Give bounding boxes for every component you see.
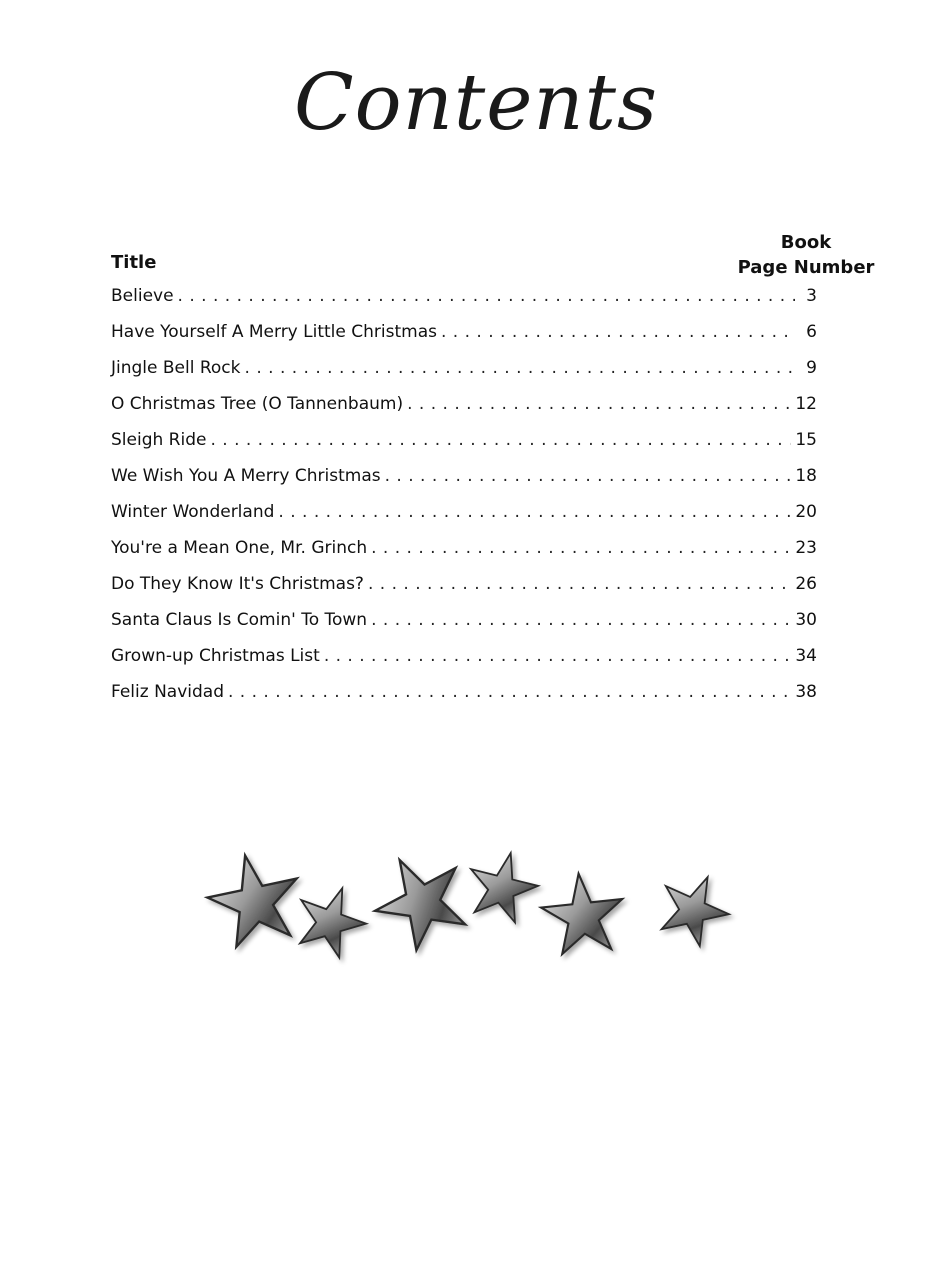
- toc-page-number: 26: [795, 574, 817, 594]
- contents-list: [111, 286, 817, 718]
- toc-entry: [111, 322, 817, 358]
- toc-song-title: Feliz Navidad: [111, 682, 224, 702]
- toc-dot-leader: [245, 358, 795, 378]
- toc-song-title: O Christmas Tree (O Tannenbaum): [111, 394, 404, 414]
- toc-page-number: 6: [806, 322, 817, 342]
- toc-entry: [111, 610, 817, 646]
- toc-page-number: 15: [795, 430, 817, 450]
- toc-page-number: 18: [795, 466, 817, 486]
- star-icon: [359, 840, 481, 959]
- toc-dot-leader: [178, 286, 795, 306]
- toc-entry: [111, 646, 817, 682]
- column-header-page-line2: Page Number: [737, 257, 875, 278]
- toc-song-title: You're a Mean One, Mr. Grinch: [111, 538, 368, 558]
- star-icon: [538, 869, 627, 955]
- toc-song-title: Believe: [111, 286, 174, 306]
- toc-page-number: 3: [806, 286, 817, 306]
- column-header-page-number: [732, 230, 880, 280]
- toc-dot-leader: [368, 574, 791, 594]
- star-icon: [201, 846, 308, 950]
- toc-entry: [111, 682, 817, 718]
- toc-song-title: Jingle Bell Rock: [111, 358, 241, 378]
- toc-song-title: Sleigh Ride: [111, 430, 207, 450]
- toc-song-title: Do They Know It's Christmas?: [111, 574, 364, 594]
- toc-page-number: 23: [795, 538, 817, 558]
- toc-song-title: Santa Claus Is Comin' To Town: [111, 610, 368, 630]
- stars-decoration-icon: [200, 840, 745, 980]
- toc-page-number: 20: [795, 502, 817, 522]
- toc-song-title: Grown-up Christmas List: [111, 646, 320, 666]
- star-icon: [649, 863, 739, 952]
- toc-page-number: 12: [795, 394, 817, 414]
- toc-dot-leader: [441, 322, 795, 342]
- star-icon: [287, 876, 375, 962]
- page-title: Contents: [294, 58, 658, 148]
- column-header-title: Title: [111, 252, 157, 273]
- toc-entry: [111, 430, 817, 466]
- toc-dot-leader: [228, 682, 791, 702]
- toc-dot-leader: [385, 466, 792, 486]
- toc-song-title: We Wish You A Merry Christmas: [111, 466, 381, 486]
- toc-song-title: Winter Wonderland: [111, 502, 275, 522]
- toc-entry: [111, 574, 817, 610]
- toc-dot-leader: [371, 538, 791, 558]
- toc-entry: [111, 394, 817, 430]
- toc-dot-leader: [407, 394, 791, 414]
- toc-page-number: 38: [795, 682, 817, 702]
- toc-entry: [111, 502, 817, 538]
- toc-dot-leader: [371, 610, 791, 630]
- toc-entry: [111, 538, 817, 574]
- toc-song-title: Have Yourself A Merry Little Christmas: [111, 322, 437, 342]
- toc-page-number: 30: [795, 610, 817, 630]
- toc-dot-leader: [278, 502, 791, 522]
- toc-dot-leader: [210, 430, 791, 450]
- toc-entry: [111, 466, 817, 502]
- toc-page-number: 9: [806, 358, 817, 378]
- toc-page-number: 34: [795, 646, 817, 666]
- toc-entry: [111, 358, 817, 394]
- toc-dot-leader: [324, 646, 792, 666]
- star-icon: [461, 845, 544, 926]
- toc-entry: [111, 286, 817, 322]
- column-header-page-line1: Book: [780, 232, 832, 253]
